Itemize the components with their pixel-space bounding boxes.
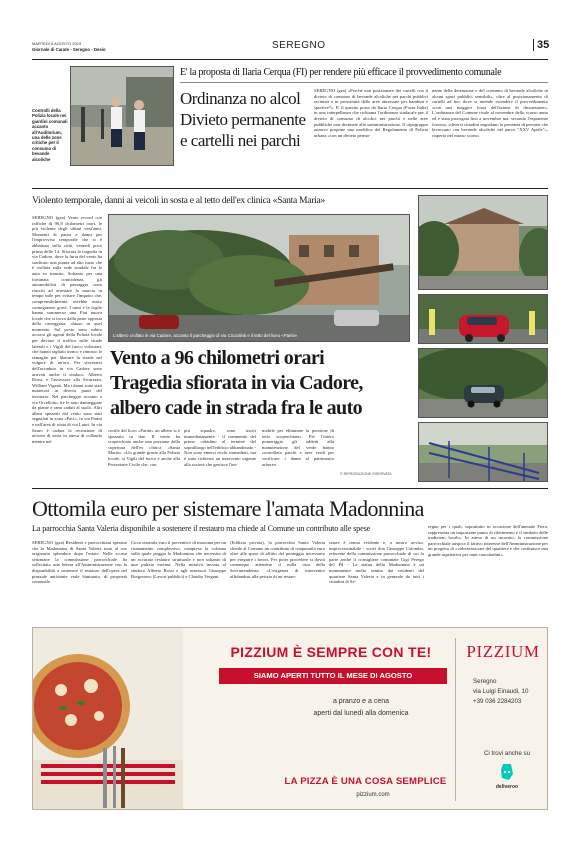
ad-delivery-text: Ci trovi anche su: [483, 750, 531, 757]
police-photo: [70, 66, 174, 166]
storm-col-3: più squadre, sono usciti immediatamente - il commento del primo cittadino al termine del sopralluogo nell'edificio abbandonato - Non sono emersi rischi immediati, ma è stato richiesto un intervento urgente alla società che gestisce l'im-: [184, 428, 256, 467]
section-rule-2: [32, 488, 548, 489]
ad-city: Seregno: [473, 678, 497, 685]
storm-col-4: mobile per eliminare la porzione di tetto scoperchiata». Per l'intero pomeriggio gli addetti alla manutenzione del verde hanno controllato parchi e aree verdi per verificare i danni al patrimonio arboreo.: [262, 428, 334, 467]
top-story-col-2: nente della detenzione e del consumo di bevande alcoliche in alcuni spazi pubblici sensibili», oltre al posizionamento di cartelli ad hoc dove si intende estendere il provvedimento «con una maggior forza dell'azione di dissuasione». L'ordinanza del Comune risale al novembre dello scorso anno ed è stata prorogata fino a novembre ma, secondo l'esponente forzista, «diversi cittadini segnalano la presenza di persone che bivaccano con bevande alcoliche nel parco "XXV Aprile"», riaperto nel marzo scorso.: [432, 88, 548, 138]
top-kicker: E' la proposta di Ilaria Cerqua (FI) per rendere più efficace il provvedimento comunale: [180, 67, 502, 78]
section-rule-1: [32, 188, 548, 189]
ad-address: via Luigi Einaudi, 10: [473, 688, 529, 695]
fallen-tree-caption: L'albero crollato in via Cadore, accanto il parcheggio di via Cicciolinti e il tetto del liceo «Parini»: [113, 333, 298, 338]
top-headline: [180, 88, 312, 151]
ad-delivery-brand: deliveroo: [495, 784, 519, 790]
page-number: 35: [533, 39, 549, 51]
top-headline-line-1: Ordinanza no alcol: [180, 89, 301, 108]
ad-headline: PIZZIUM È SEMPRE CON TE!: [230, 644, 432, 660]
header-date: MARTEDÌ 6 AGOSTO 2019: [32, 41, 82, 46]
storm-headline-line-1: Vento a 96 chilometri orari: [110, 347, 325, 369]
car-under-branches-photo: [418, 348, 548, 418]
storm-headline-line-2: Tragedia sfiorata in via Cadore,: [110, 372, 363, 394]
madonna-col-2: Circa ottomila euro il preventivo di massima per un risanamento complessivo, compresa la colonna sulla quale poggia la Madonnina che necessita di un accurato restauro strutturale e non soltanto di una pulizia esterna. Nella missiva inviata al sindaco Alberto Rossi e agli assessori Giuseppe Borgonovo (Lavori pubblici) e Claudio Vergani: [131, 540, 226, 579]
section-title: SEREGNO: [272, 40, 326, 51]
madonna-col-5: regno per i quali, soprattutto in occasione dell'annuale Fiera, rappresenta un importante punto di riferimento e il simbolo delle tradizioni locali». In attesa di un incontro, la commissione parrocchiale auspica il fattivo interesse dell'Amministrazione per un progetto di «valorizzazione del quartiere e che costituisce una grande aspettativa per tanti concittadini».: [428, 524, 548, 557]
storm-col-1: SEREGNO (gza) Vento record con raffiche di 96,8 chilometri orari, le più violente degli ultimi vent'anni. Momenti di paura e danni per l'improvviso temporale che si è abbattuto sulla città, venerdì poco prima delle 14. Sfiorata la tragedia in via Cadore, dove la furia del vento ha sradicato una pianta ad alto fusto che è crollata sulla sede stradale fra le auto in transito. Soltanto per una fortunata coincidenza, gli automobilisti di passaggio sono riusciti ad arrestare la marcia in tempo utile per evitare l'impatto che, comprensibilmente, avrebbe avuto conseguenze gravi. I rami e le foglie hanno sommerso una Fiat nuova locale che si trova dalla parte opposta della carreggiata, chiuso in quel momento. Sul posto sono subito accorsi gli agenti della Polizia locale per deviare il traffico sulle strade laterali e i Vigili del fuoco volontari, che hanno tagliato tronco e rimosso le ramaglie per liberare la strada nel volgere di un'ora. Per sincerarsi dell'accaduto in via Cadore sono arrivati anche il sindaco, Alberto Rossi, e l'assessore alla Sicurezza, William Viganò. Ma i danni sono stati numerosi in diversi punti del territorio. Nel parcheggio accanto a via Orcellotto, tre le auto danneggiate da piante e rami caduti al suolo. Altri alberi spezzati dal vento sono stati segnalati in zona «Pacì», in via Parini e nell'area di sosta di via Luini. In via Sauro è caduta la recinzione di un'area di sosta in attesa di collaudo mentre nel: [32, 215, 102, 444]
header-paper: Giornale di Carate - Seregno - Desio: [32, 47, 106, 52]
madonna-col-1: SEREGNO (gza) Residenti e parrocchiani sperano che la Madonnina di Santa Valeria torni al suo originario splendore dopo l'estate. Nelle scorse settimane la commissione parrocchiale ha sollecitato una lettera all'Amministrazione con la disponibilità a sostenere il restauro dell'opera nel piazzale antistante viale Santuario, di proprietà comunale.: [32, 540, 127, 585]
storm-copyright: © RIPRODUZIONE RISERVATA: [340, 472, 392, 476]
madonna-subhead: La parrocchia Santa Valeria disponibile a sostenere il restauro ma chiede al Comune un contributo alle spese: [32, 524, 371, 533]
fallen-fence-photo: [418, 422, 548, 482]
top-headline-line-2: Divieto permanente: [180, 110, 306, 129]
ad-website: pizzium.com: [356, 792, 390, 798]
ad-brand-logo: PIZZIUM: [466, 642, 540, 661]
ad-phone: +39 036 2284203: [473, 698, 522, 705]
ad-slogan: LA PIZZA È UNA COSA SEMPLICE: [284, 776, 447, 787]
roof-damage-photo: [418, 195, 548, 290]
ad-divider: [455, 638, 456, 801]
deliveroo-icon: [497, 762, 517, 782]
madonna-col-3: (Edilizia privata), la parrocchia Santa Valeria chiede al Comune un contributo di cinquemila euro oltre alle spese di affitto del ponteggio necessario per eseguire i lavori. Per poter procedere si dovrà comunque attendere il nulla osta della Sovrintendenza. «L'esigenza di intervenire affidandosi alla perizia di un restau-: [230, 540, 325, 579]
ad-line-1: a pranzo e a cena: [332, 698, 390, 705]
ad-banner: SIAMO APERTI TUTTO IL MESE DI AGOSTO: [219, 668, 447, 684]
pizzium-ad: [32, 627, 548, 810]
pizza-photo: [33, 628, 183, 810]
madonna-col-4: ratore è ormai evidente e, a nostro avviso, improcrastinabile - scrivi don Giuseppe Colombo, referente della commissione parrocchiale di cui fa parte anche il consigliere comunale Gigi Perego del Pd - La statua della Madonnina è un monumento molto sentito dai residenti del quartiere Santa Valeria e in generale da tutti i cittadini di Se-: [329, 540, 424, 585]
page-header: [32, 37, 548, 59]
header-rule: [32, 59, 548, 60]
kicker-rule: [180, 82, 548, 83]
damaged-car-photo: [418, 294, 548, 344]
storm-kicker: Violento temporale, danni ai veicoli in sosta e al tetto dell'ex clinica «Santa Maria»: [32, 195, 325, 206]
storm-headline: [110, 346, 410, 421]
top-headline-line-3: e cartelli nei parchi: [180, 131, 301, 150]
top-story-col-1: SEREGNO (gza) «Perché non posizionare dei cartelli con il divieto di consumo di bevande alcoliche nei parchi pubblici recintati e in prossimità delle aree attrezzate per bambini e sportive?». E' il quesito posto da Ilaria Cerqua (Forza Italia) in una interpellanza che richiama l'ordinanza sindacale per il divieto di consumo di alcolici nei parchi e nelle aree pubbliche non destinate alla somministrazione. Il capogruppo azzurro propone una modifica del Regolamento di Polizia urbana «con un divieto perma-: [314, 88, 428, 138]
ad-line-2: aperti dal lunedì alla domenica: [313, 710, 409, 717]
fallen-tree-photo: [108, 214, 410, 342]
madonna-headline: Ottomila euro per sistemare l'amata Madonnina: [32, 496, 424, 521]
storm-headline-line-3: albero cade in strada fra le auto: [110, 397, 363, 419]
top-caption: Controlli della Polizia locale nei giardini comunali accanto all'Auditorium, una delle zone critiche per il consumo di bevande alcoliche: [32, 108, 68, 162]
storm-col-2: cortile del liceo «Parini» un albero si è spezzato in due. Il vento ha scoperchiato anche una porzione della copertura dell'ex clinica «Santa Maria». «Un grande grazie alla Polizia locale, ai Vigili del fuoco e anche alla Protezione Civile che, con: [108, 428, 180, 467]
